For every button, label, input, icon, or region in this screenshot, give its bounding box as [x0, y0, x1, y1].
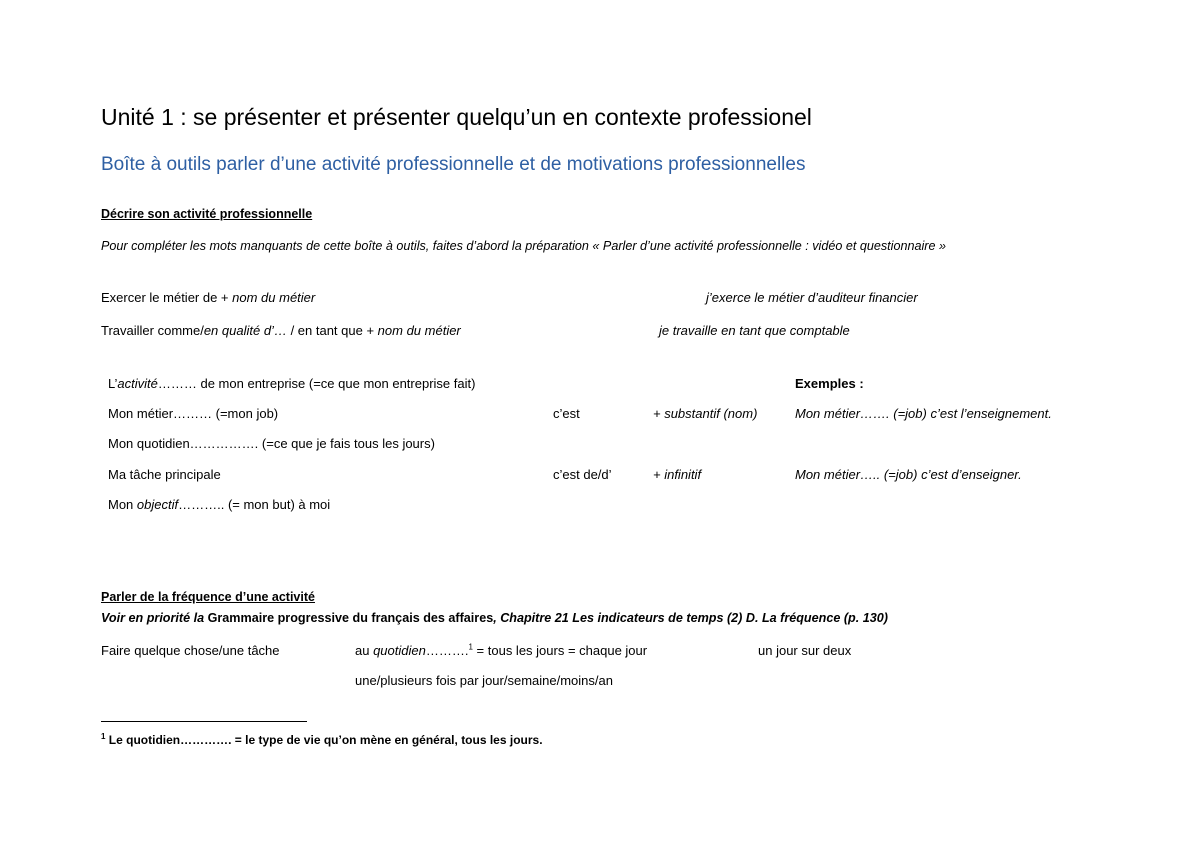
footnote-reference: 1	[468, 642, 473, 652]
expression-line-1	[101, 290, 315, 305]
expression-text: Travailler comme/	[101, 323, 204, 338]
frequency-daily	[355, 643, 647, 658]
expression-placeholder: nom du métier	[377, 323, 461, 338]
footnote-text: Le quotidien…………. = le type de vie qu’on mène en général, tous les jours.	[105, 733, 543, 747]
reference-chapter: , Chapitre 21 Les indicateurs de temps (2) D. La fréquence (p. 130)	[493, 611, 888, 625]
instruction-text: Pour compléter les mots manquants de cette boîte à outils, faites d’abord la préparation « Parler d’une activité professionnelle : vidéo et questionnaire »	[101, 239, 946, 253]
expression-italic: en qualité d’…	[203, 323, 287, 338]
grid-structure-infinitive: + infinitif	[653, 467, 702, 482]
grid-italic: objectif	[136, 497, 179, 512]
grid-row-objective	[108, 497, 330, 512]
frequency-label: Faire quelque chose/une tâche	[101, 643, 280, 658]
frequency-dots: ……….	[425, 643, 469, 658]
frequency-text: au	[355, 643, 374, 658]
example-line-2: je travaille en tant que comptable	[659, 323, 850, 338]
frequency-text: = tous les jours = chaque jour	[472, 643, 648, 658]
reference-text: Voir en priorité la	[101, 611, 208, 625]
grammar-reference	[101, 611, 888, 625]
grid-verb-cest-de: c’est de/d’	[553, 467, 612, 482]
examples-header: Exemples :	[795, 376, 864, 391]
section-heading-describe: Décrire son activité professionnelle	[101, 207, 313, 221]
footnote	[101, 733, 543, 747]
frequency-times-per: une/plusieurs fois par jour/semaine/moins/an	[355, 673, 613, 688]
expression-text: / en tant que +	[286, 323, 378, 338]
grid-row-main-task: Ma tâche principale	[108, 467, 221, 482]
grid-row-activity	[108, 376, 475, 391]
expression-placeholder: nom du métier	[232, 290, 316, 305]
footnote-number: 1	[101, 732, 106, 741]
grid-example-infinitive: Mon métier….. (=job) c’est d’enseigner.	[795, 467, 1022, 482]
grid-row-daily: Mon quotidien……………. (=ce que je fais tous les jours)	[108, 436, 435, 451]
frequency-every-other-day: un jour sur deux	[758, 643, 852, 658]
frequency-italic: quotidien	[373, 643, 426, 658]
document-title: Unité 1 : se présenter et présenter quelqu’un en contexte professionel	[101, 104, 812, 130]
grid-example-noun: Mon métier……. (=job) c’est l’enseignement.	[795, 406, 1052, 421]
grid-text: Mon	[108, 497, 137, 512]
grid-verb-cest: c’est	[553, 406, 580, 421]
grid-text: ……….. (= mon but) à moi	[178, 497, 331, 512]
grid-italic: activité	[117, 376, 158, 391]
expression-text: Exercer le métier de +	[101, 290, 233, 305]
expression-line-2	[101, 323, 461, 338]
grid-structure-noun: + substantif (nom)	[653, 406, 758, 421]
grid-row-job: Mon métier……… (=mon job)	[108, 406, 279, 421]
reference-book-title: Grammaire progressive du français des affaires	[207, 611, 494, 625]
grid-text: L’	[108, 376, 118, 391]
section-heading-frequency: Parler de la fréquence d’une activité	[101, 590, 315, 604]
footnote-separator	[101, 721, 307, 722]
grid-text: ……… de mon entreprise (=ce que mon entreprise fait)	[157, 376, 476, 391]
document-subtitle: Boîte à outils parler d’une activité professionnelle et de motivations professionnelles	[101, 154, 806, 175]
example-line-1: j’exerce le métier d’auditeur financier	[706, 290, 918, 305]
